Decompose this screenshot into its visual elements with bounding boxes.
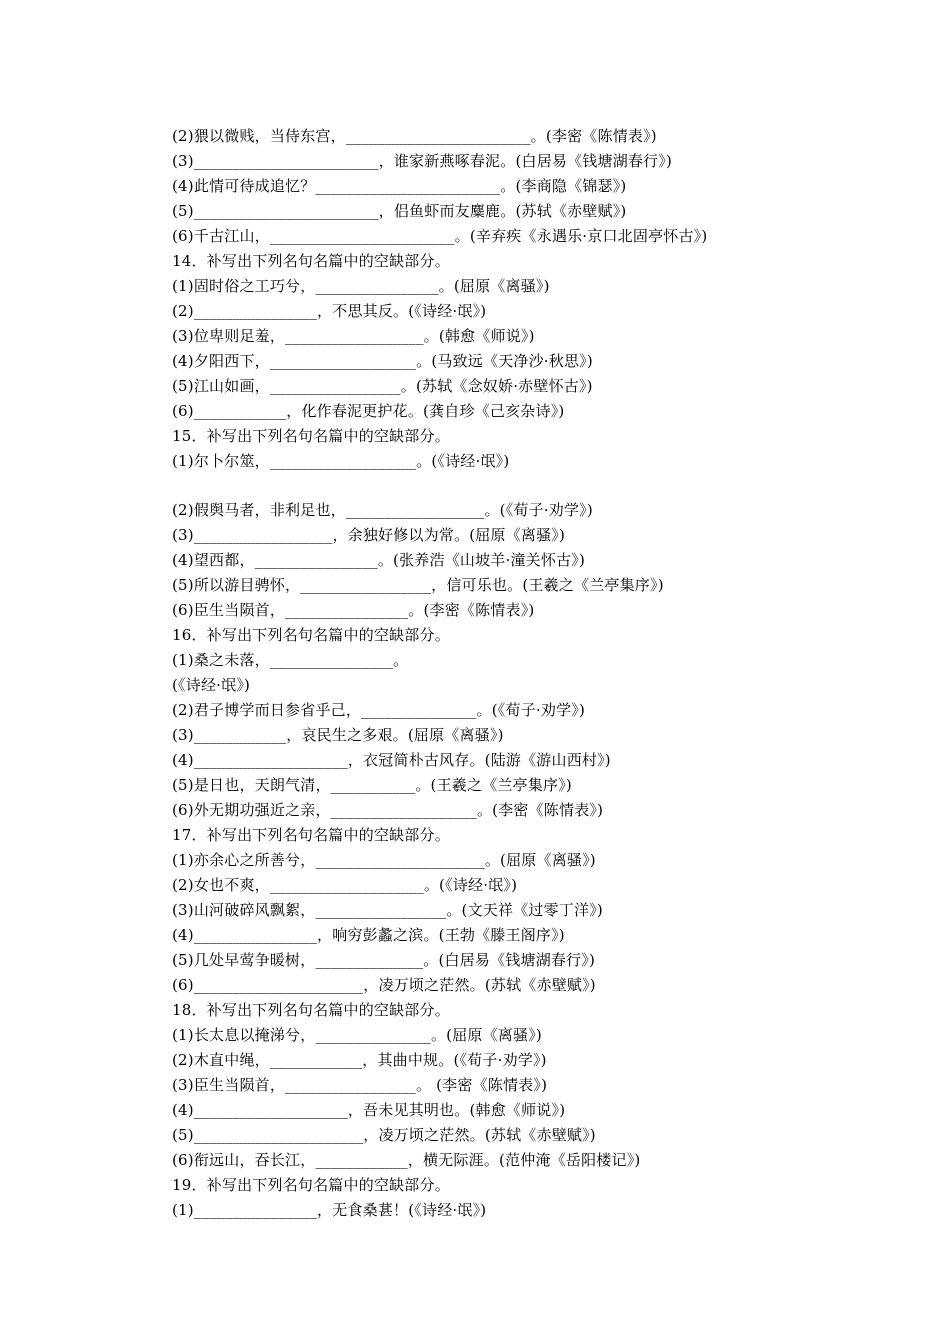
question-16-item-3: (3)____________，哀民生之多艰。(屈原《离骚》) [172, 726, 504, 744]
question-15-item-3: (3)__________________，余独好修以为常。(屈原《离骚》) [172, 526, 566, 544]
question-14-item-6: (6)____________，化作春泥更护花。(龚自珍《己亥杂诗》) [172, 402, 565, 420]
question-16-item-6: (6)外无期功强近之亲，___________________。(李密《陈情表》) [172, 801, 604, 819]
question-14-item-1: (1)固时俗之工巧兮，________________。(屈原《离骚》) [172, 277, 550, 295]
question-15-item-1: (1)尔卜尔筮，___________________。(《诗经·氓》) [172, 452, 510, 470]
question-17-item-4: (4)________________，响穷彭蠡之滨。(王勃《滕王阁序》) [172, 926, 565, 944]
question-19-item-1: (1)________________，无食桑葚！(《诗经·氓》) [172, 1201, 487, 1219]
question-17-item-1: (1)亦余心之所善兮，______________________。(屈原《离骚》) [172, 851, 596, 869]
question-18-item-2: (2)木直中绳，____________，其曲中规。(《荀子·劝学》) [172, 1051, 547, 1069]
question-17-item-5: (5)几处早莺争暖树，______________。(白居易《钱塘湖春行》) [172, 951, 596, 969]
question-17-item-3: (3)山河破碎风飘絮，_________________。(文天祥《过零丁洋》) [172, 901, 603, 919]
question-14-heading: 14．补写出下列名句名篇中的空缺部分。 [172, 252, 450, 270]
question-17-item-6: (6)______________________，凌万顷之茫然。(苏轼《赤壁赋》) [172, 976, 596, 994]
question-16-item-1-source: (《诗经·氓》) [172, 676, 251, 694]
question-18-item-5: (5)______________________，凌万顷之茫然。(苏轼《赤壁赋》) [172, 1126, 596, 1144]
question-13-item-3: (3)________________________，谁家新燕啄春泥。(白居易《钱塘湖春行》) [172, 152, 673, 170]
question-14-item-4: (4)夕阳西下，___________________。(马致远《天净沙·秋思》) [172, 352, 593, 370]
question-15-item-6: (6)臣生当陨首，________________。(李密《陈情表》) [172, 601, 535, 619]
question-14-item-5: (5)江山如画，_________________。(苏轼《念奴娇·赤壁怀古》) [172, 377, 593, 395]
question-18-item-4: (4)____________________，吾未见其明也。(韩愈《师说》) [172, 1101, 566, 1119]
question-18-item-1: (1)长太息以掩涕兮，_______________。(屈原《离骚》) [172, 1026, 542, 1044]
question-17-item-2: (2)女也不爽，____________________。(《诗经·氓》) [172, 876, 518, 894]
question-13-item-5: (5)________________________，侣鱼虾而友麋鹿。(苏轼《赤壁赋》) [172, 202, 627, 220]
question-16-item-4: (4)____________________，衣冠简朴古风存。(陆游《游山西村》) [172, 751, 611, 769]
question-15-heading: 15．补写出下列名句名篇中的空缺部分。 [172, 427, 450, 445]
question-18-item-3: (3)臣生当陨首，_________________。 (李密《陈情表》) [172, 1076, 548, 1094]
question-16-item-5: (5)是日也，天朗气清，___________。(王羲之《兰亭集序》) [172, 776, 572, 794]
question-15-item-2: (2)假舆马者，非利足也，__________________。(《荀子·劝学》) [172, 501, 593, 519]
question-13-item-4: (4)此情可待成追忆？________________________。(李商隐《锦瑟》) [172, 177, 627, 195]
question-17-heading: 17．补写出下列名句名篇中的空缺部分。 [172, 826, 450, 844]
question-14-item-2: (2)________________，不思其反。(《诗经·氓》) [172, 302, 487, 320]
question-19-heading: 19．补写出下列名句名篇中的空缺部分。 [172, 1176, 450, 1194]
question-16-item-1: (1)桑之未落，________________。 [172, 651, 409, 669]
question-16-heading: 16．补写出下列名句名篇中的空缺部分。 [172, 626, 450, 644]
question-15-item-4: (4)望西都，________________。(张养浩《山坡羊·潼关怀古》) [172, 551, 586, 569]
question-14-item-3: (3)位卑则足羞，__________________。(韩愈《师说》) [172, 327, 535, 345]
question-13-item-6: (6)千古江山，________________________。(辛弃疾《永遇乐·京口北固亭怀古》) [172, 227, 708, 245]
question-16-item-2: (2)君子博学而日参省乎己，_______________。(《荀子·劝学》) [172, 701, 586, 719]
question-15-item-5: (5)所以游目骋怀，_________________，信可乐也。(王羲之《兰亭集序》) [172, 576, 664, 594]
question-18-heading: 18．补写出下列名句名篇中的空缺部分。 [172, 1001, 450, 1019]
question-13-item-2: (2)猥以微贱，当侍东宫，________________________。(李密《陈情表》) [172, 127, 657, 145]
question-18-item-6: (6)衔远山，吞长江，____________，横无际涯。(范仲淹《岳阳楼记》) [172, 1151, 641, 1169]
